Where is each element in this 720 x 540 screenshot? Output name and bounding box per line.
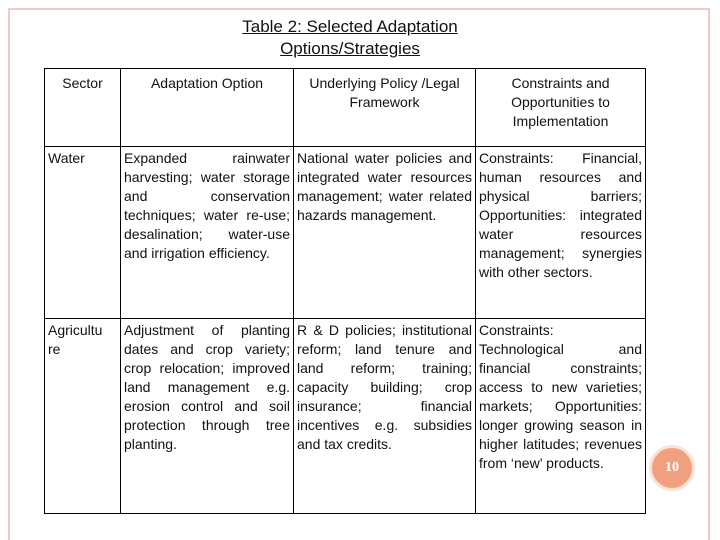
table-row: [45, 318, 646, 513]
page-number-badge: 10: [652, 448, 692, 488]
row-policy-framework: National water policies and integrated water resources management; water related hazards management.: [294, 147, 476, 319]
header-constraints: Constraints and Opportunities to Implementation: [476, 69, 646, 147]
table-row: [45, 147, 646, 319]
row-sector: Agricultu re: [45, 318, 121, 513]
title-line-1: Table 2: Selected Adaptation: [242, 17, 458, 36]
row-policy-framework: R & D policies; institutional reform; land tenure and land reform; training; capacity building; crop insurance; financial incentives e.g. subsidies and tax credits.: [294, 318, 476, 513]
header-policy-framework: Underlying Policy /Legal Framework: [294, 69, 476, 147]
header-adaptation-option: Adaptation Option: [121, 69, 294, 147]
row-constraints: Constraints: Financial, human resources and physical barriers; Opportunities: integrated water resources management; synergies with other sectors.: [476, 147, 646, 319]
header-sector: Sector: [45, 69, 121, 147]
row-adaptation-option: Expanded rainwater harvesting; water storage and conservation techniques; water re-use; desalination; water-use and irrigation efficiency.: [121, 147, 294, 319]
row-adaptation-option: Adjustment of planting dates and crop variety; crop relocation; improved land management e.g. erosion control and soil protection through tree planting.: [121, 318, 294, 513]
table-title: [150, 16, 550, 60]
adaptation-table: [44, 68, 646, 514]
row-sector: Water: [45, 147, 121, 319]
header-row: [45, 69, 646, 147]
title-line-2: Options/Strategies: [280, 39, 420, 58]
row-constraints: Constraints: Technological and financial constraints; access to new varieties; markets; Opportunities: longer growing season in higher latitudes; revenues from ‘new’ products.: [476, 318, 646, 513]
